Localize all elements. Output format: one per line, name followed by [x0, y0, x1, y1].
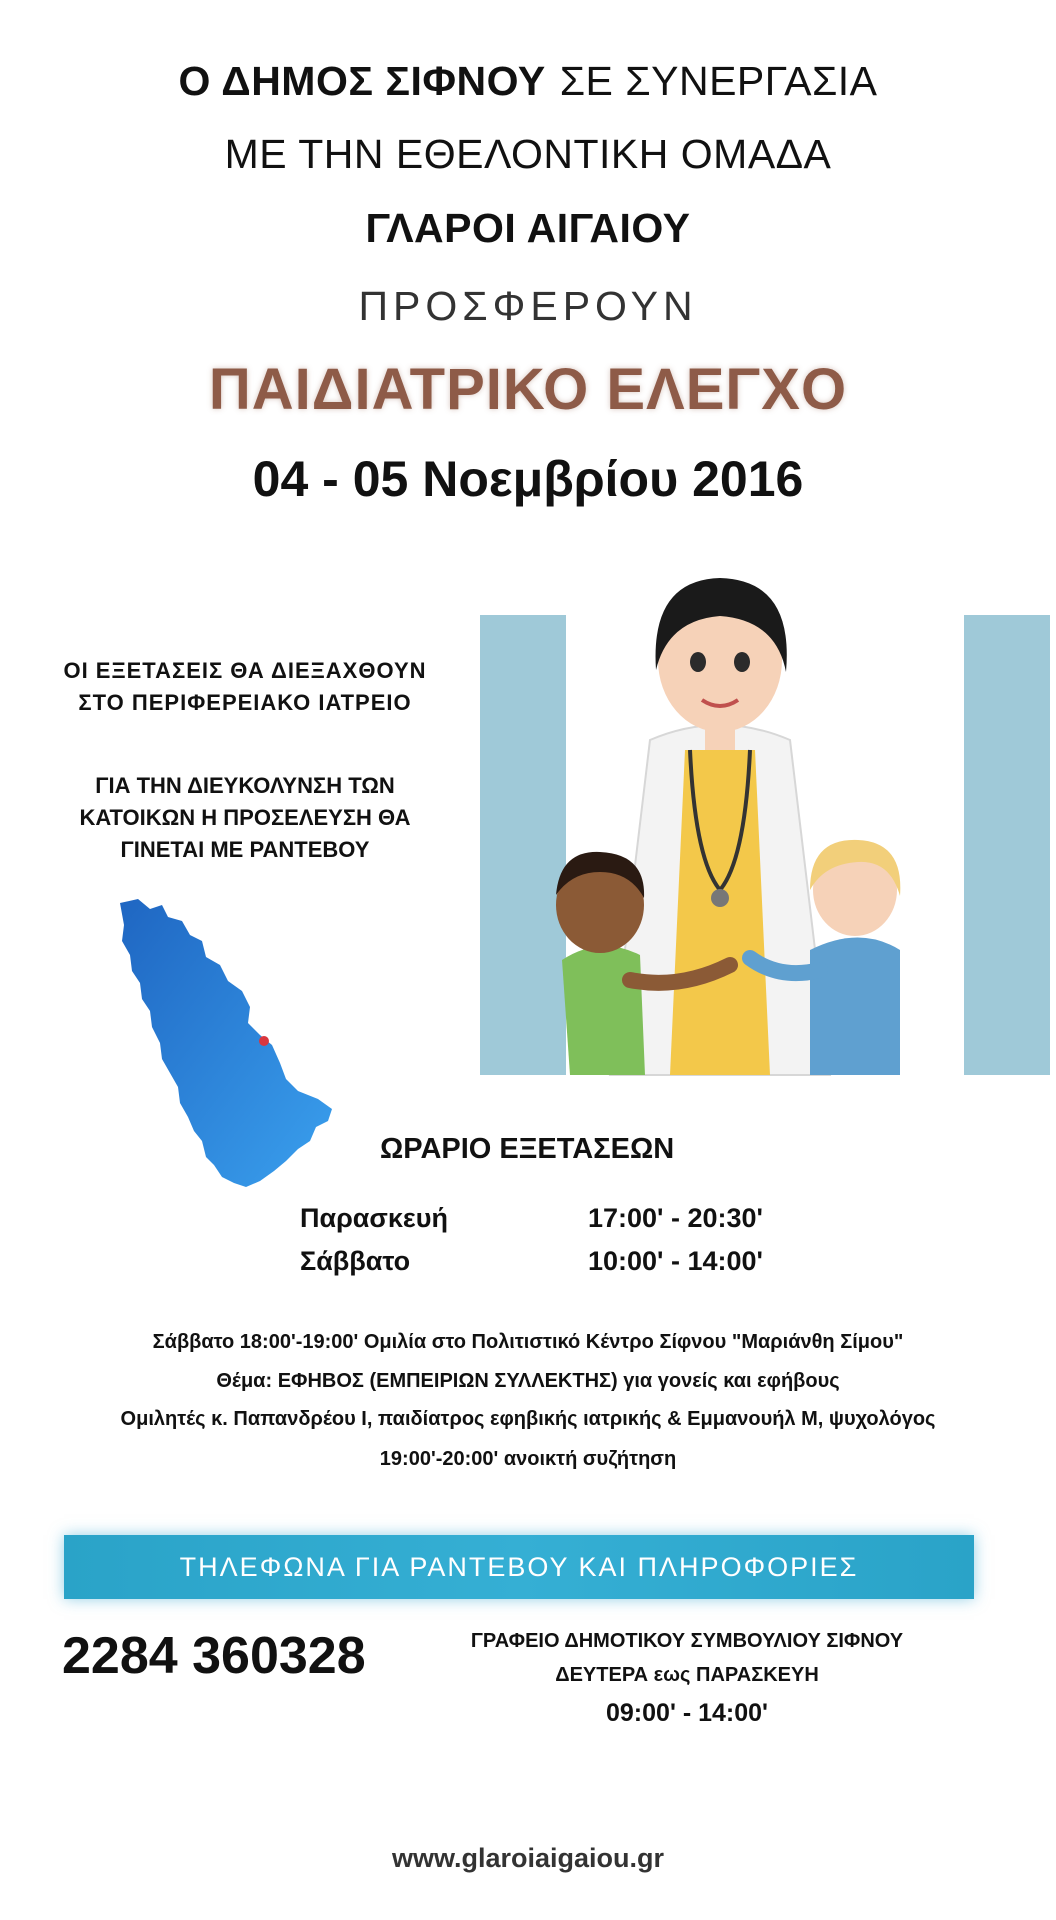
website-link[interactable]: www.glaroiaigaiou.gr — [391, 1843, 665, 1873]
phone-number[interactable]: 2284 360328 — [62, 1627, 366, 1685]
event-title: ΠΑΙΔΙΑΤΡΙΚΟ ΕΛΕΓΧΟ — [208, 357, 848, 422]
cooperation-text: ΣΕ ΣΥΝΕΡΓΑΣΙΑ — [559, 58, 878, 104]
talk-line-3: Ομιλητές κ. Παπανδρέου Ι, παιδίατρος εφηβικής ιατρικής & Εμμανουήλ Μ, ψυχολόγος — [120, 1408, 936, 1430]
talk-line-1: Σάββατο 18:00'-19:00' Ομιλία στο Πολιτιστικό Κέντρο Σίφνου "Μαριάνθη Σίμου" — [152, 1331, 904, 1353]
exam-hours-title: ΩΡΑΡΙΟ ΕΞΕΤΑΣΕΩΝ — [380, 1133, 675, 1165]
location-marker-icon — [259, 1036, 269, 1046]
event-date: 04 - 05 Νοεμβρίου 2016 — [252, 451, 804, 507]
left-pillar — [480, 615, 566, 1075]
hours-day-saturday: Σάββατο — [300, 1246, 411, 1276]
doctor-eye — [690, 652, 706, 672]
note-line: ΓΙΑ ΤΗΝ ΔΙΕΥΚΟΛΥΝΣΗ ΤΩΝ — [95, 773, 395, 798]
office-hours: 09:00' - 14:00' — [606, 1699, 768, 1727]
note-line: ΟΙ ΕΞΕΤΑΣΕΙΣ ΘΑ ΔΙΕΞΑΧΘΟΥΝ — [63, 658, 427, 683]
contact-banner-label: ΤΗΛΕΦΩΝΑ ΓΙΑ ΡΑΝΤΕΒΟΥ ΚΑΙ ΠΛΗΡΟΦΟΡΙΕΣ — [179, 1552, 859, 1582]
right-pillar — [964, 615, 1050, 1075]
sifnos-map-icon — [110, 895, 350, 1195]
office-days: ΔΕΥΤΕΡΑ εως ΠΑΡΑΣΚΕΥΗ — [555, 1664, 819, 1686]
island-shape — [120, 899, 332, 1187]
office-name: ΓΡΑΦΕΙΟ ΔΗΜΟΤΙΚΟΥ ΣΥΜΒΟΥΛΙΟΥ ΣΙΦΝΟΥ — [470, 1630, 904, 1652]
talk-line-2: Θέμα: ΕΦΗΒΟΣ (ΕΜΠΕΙΡΙΩΝ ΣΥΛΛΕΚΤΗΣ) για γονείς και εφήβους — [216, 1370, 840, 1392]
doctor-eye — [734, 652, 750, 672]
talk-line-4: 19:00'-20:00' ανοικτή συζήτηση — [379, 1448, 677, 1470]
appointment-note — [20, 770, 470, 866]
header-line-2: ΜΕ ΤΗΝ ΕΘΕΛΟΝΤΙΚΗ ΟΜΑΔΑ — [224, 131, 832, 177]
hours-day-friday: Παρασκευή — [300, 1203, 448, 1233]
contact-banner — [64, 1535, 974, 1599]
note-line: ΓΙΝΕΤΑΙ ΜΕ ΡΑΝΤΕΒΟΥ — [120, 837, 370, 862]
exam-location-note — [20, 655, 470, 719]
boy-shirt — [562, 946, 645, 1075]
hours-time-friday: 17:00' - 20:30' — [588, 1203, 763, 1233]
organization-name: ΓΛΑΡΟΙ ΑΙΓΑΙΟΥ — [365, 205, 691, 251]
stethoscope-bell — [711, 889, 729, 907]
municipality-name: Ο ΔΗΜΟΣ ΣΙΦΝΟΥ — [178, 58, 546, 104]
header-line-1 — [0, 58, 1056, 105]
doctor-shirt — [670, 750, 770, 1075]
header-offer-text: ΠΡΟΣΦΕΡΟΥΝ — [358, 283, 698, 329]
note-line: ΣΤΟ ΠΕΡΙΦΕΡΕΙΑΚΟ ΙΑΤΡΕΙΟ — [78, 690, 412, 715]
doctor-children-illustration-icon — [480, 560, 1050, 1080]
note-line: ΚΑΤΟΙΚΩΝ Η ΠΡΟΣΕΛΕΥΣΗ ΘΑ — [79, 805, 411, 830]
girl-dress — [810, 938, 900, 1076]
hours-time-saturday: 10:00' - 14:00' — [588, 1246, 763, 1276]
